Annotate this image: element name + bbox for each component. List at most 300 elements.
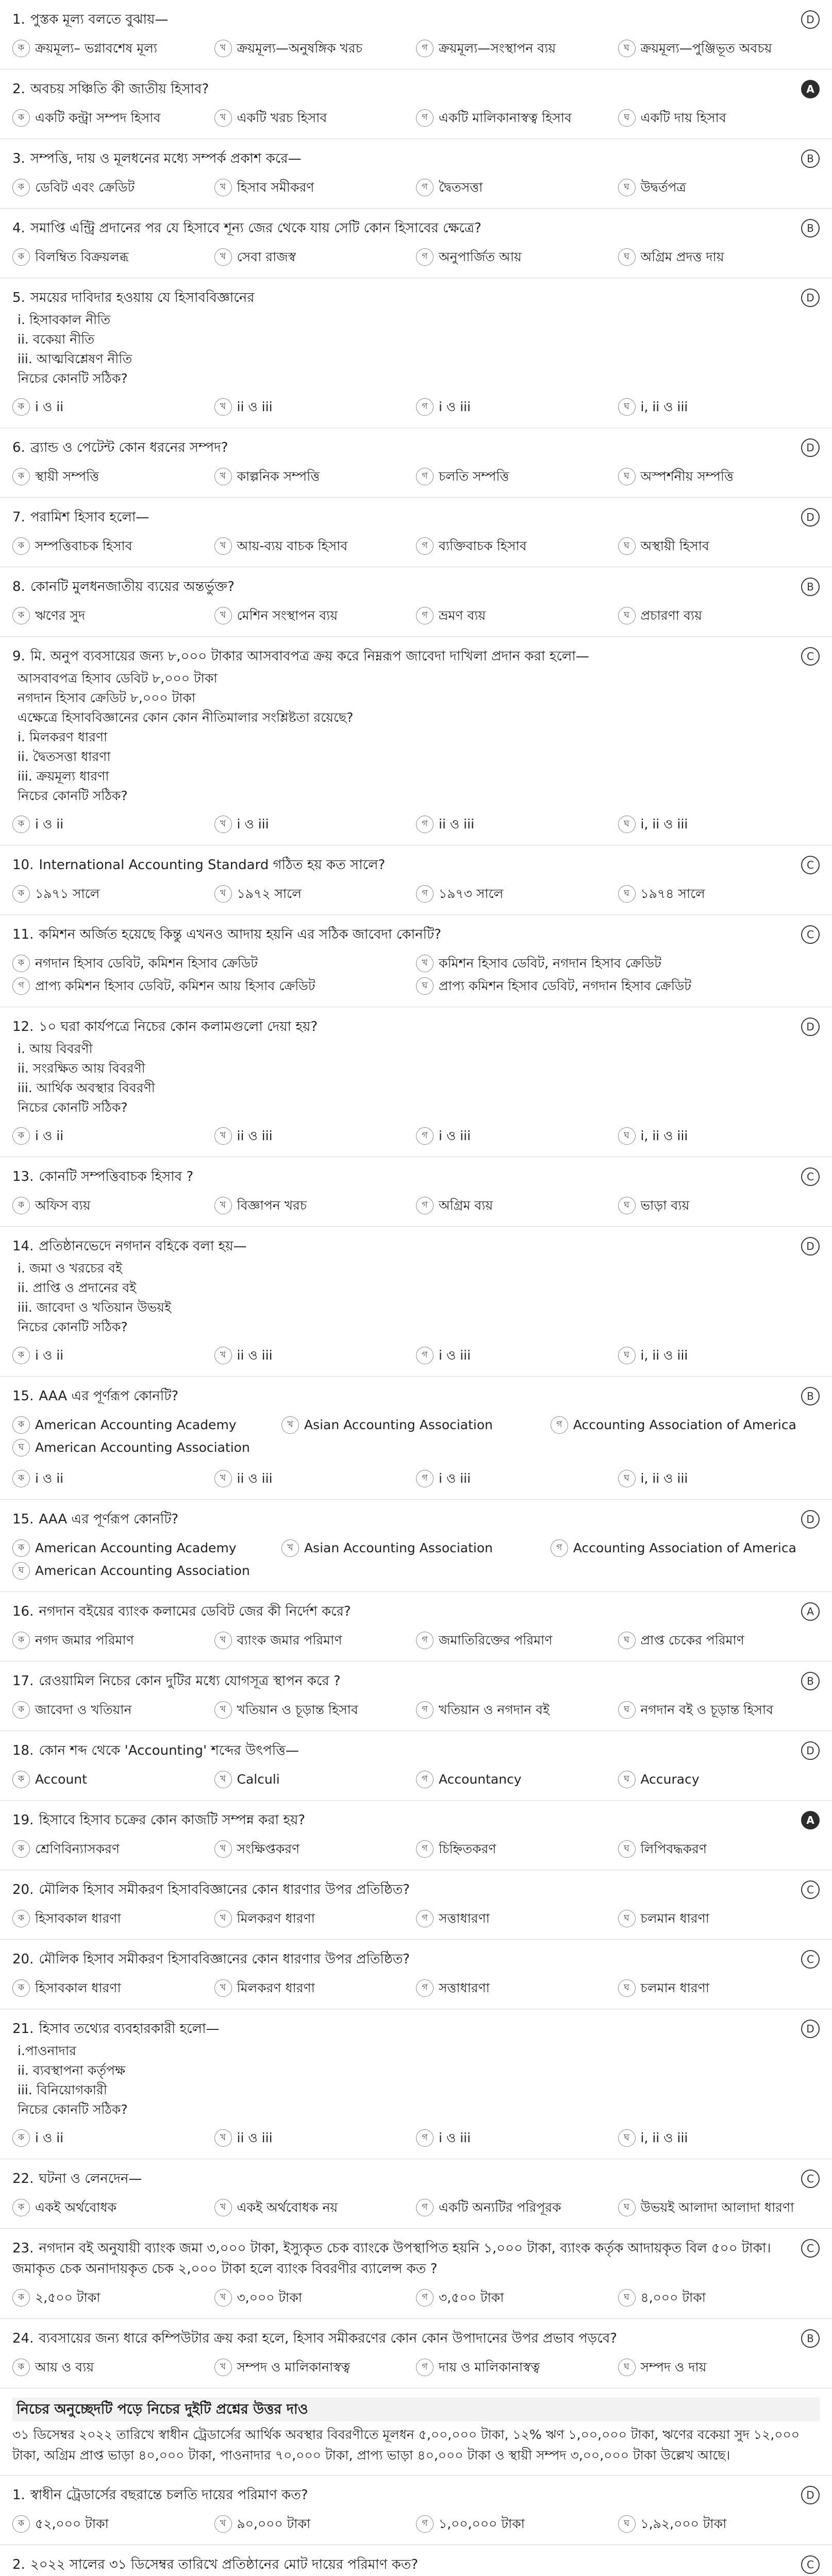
answer-badge: B bbox=[801, 219, 820, 238]
question-header bbox=[12, 1671, 820, 1691]
question-text: সম্পত্তি, দায় ও মূলধনের মধ্যে সম্পর্ক প্রকাশ করে— bbox=[30, 151, 302, 166]
option-item[interactable] bbox=[12, 2287, 214, 2308]
option-item[interactable] bbox=[416, 466, 618, 487]
option-text: American Accounting Association bbox=[35, 1440, 250, 1455]
question-item bbox=[0, 637, 832, 845]
option-letter-icon: ক bbox=[12, 2199, 30, 2216]
option-letter-icon: গ bbox=[416, 2359, 434, 2376]
option-text: i ও iii bbox=[439, 399, 471, 414]
option-text: জাবেদা ও খতিয়ান bbox=[35, 1702, 132, 1717]
option-text: উদ্বর্তপত্র bbox=[640, 180, 686, 195]
question-item bbox=[0, 1007, 832, 1157]
question-text: AAA এর পূর্ণরূপ কোনটি? bbox=[39, 1512, 179, 1527]
option-item[interactable] bbox=[618, 2357, 820, 2378]
option-letter-icon: খ bbox=[214, 1771, 232, 1788]
statement-line: iii. জাবেদা ও খতিয়ান উভয়ই bbox=[18, 1300, 171, 1315]
option-text: i ও iii bbox=[439, 1128, 471, 1143]
option-letter-icon: ঘ bbox=[618, 1771, 636, 1788]
question-text-block bbox=[12, 1386, 801, 1406]
answer-badge: B bbox=[801, 2329, 820, 2348]
option-letter-icon: ক bbox=[12, 468, 30, 485]
option-item[interactable] bbox=[416, 1700, 618, 1720]
question-text: হিসাব তথ্যের ব্যবহারকারী হলো— bbox=[39, 2021, 220, 2037]
options-row bbox=[12, 1908, 820, 1931]
answer-badge: C bbox=[801, 856, 820, 874]
question-text: কোন শব্দ থেকে 'Accounting' শব্দের উৎপত্তি— bbox=[39, 1743, 299, 1758]
question-number: 4. bbox=[12, 221, 25, 236]
question-text: পরামিশ হিসাব হলো— bbox=[30, 510, 149, 525]
option-letter-icon: ক bbox=[12, 2129, 30, 2147]
question-statements bbox=[18, 1039, 793, 1117]
option-letter-icon: গ bbox=[551, 1539, 568, 1557]
option-item[interactable] bbox=[214, 884, 417, 904]
option-item[interactable] bbox=[416, 2514, 618, 2534]
statement-line: iii. আত্মবিশ্লেষণ নীতি bbox=[18, 351, 132, 366]
option-item[interactable] bbox=[416, 1468, 618, 1489]
option-letter-icon: গ bbox=[416, 109, 434, 127]
option-text: হিসাবকাল ধারণা bbox=[35, 1911, 121, 1926]
option-item[interactable] bbox=[618, 466, 820, 487]
question-header bbox=[12, 2019, 820, 2120]
option-letter-icon: খ bbox=[214, 179, 232, 196]
option-text: মিলকরণ ধারণা bbox=[237, 1911, 315, 1926]
answer-badge: C bbox=[801, 1880, 820, 1899]
option-item[interactable] bbox=[12, 247, 214, 267]
option-item[interactable] bbox=[618, 2514, 820, 2534]
option-item[interactable] bbox=[618, 1908, 820, 1929]
question-number: 21. bbox=[12, 2021, 34, 2037]
option-item[interactable] bbox=[12, 2197, 214, 2218]
option-item[interactable] bbox=[416, 1978, 618, 1998]
option-item[interactable] bbox=[416, 884, 618, 904]
option-letter-icon: ঘ bbox=[618, 40, 636, 57]
question-text: স্বাধীন ট্রেডার্সের বছরান্তে চলতি দায়ের পরিমাণ কত? bbox=[30, 2487, 308, 2503]
option-text: ভ্রমণ ব্যয় bbox=[439, 608, 486, 623]
question-number: 23. bbox=[12, 2241, 34, 2256]
option-text: i ও ii bbox=[35, 1348, 64, 1363]
option-item[interactable] bbox=[12, 1700, 214, 1720]
option-item[interactable] bbox=[214, 1468, 417, 1489]
option-item[interactable] bbox=[214, 2514, 417, 2534]
option-item[interactable] bbox=[618, 2197, 820, 2218]
option-text: চলমান ধারণা bbox=[640, 1980, 709, 1995]
question-text: সময়ের দাবিদার হওয়ায় যে হিসাববিজ্ঞানের bbox=[30, 290, 255, 306]
option-text: একটি খরচ হিসাব bbox=[237, 110, 327, 125]
option-item[interactable] bbox=[214, 814, 417, 835]
option-item[interactable] bbox=[618, 1978, 820, 1998]
option-text: ১,৯২,০০০ টাকা bbox=[640, 2516, 727, 2531]
option-item[interactable] bbox=[416, 108, 618, 128]
question-number: 24. bbox=[12, 2331, 34, 2346]
option-item[interactable] bbox=[618, 397, 820, 417]
option-item[interactable] bbox=[618, 1195, 820, 1216]
option-item[interactable] bbox=[618, 177, 820, 198]
option-letter-icon: গ bbox=[416, 2199, 434, 2216]
option-letter-icon: গ bbox=[416, 816, 434, 833]
question-item bbox=[0, 498, 832, 567]
option-item[interactable] bbox=[618, 38, 820, 59]
option-item[interactable] bbox=[12, 1468, 214, 1489]
option-item[interactable] bbox=[618, 2128, 820, 2148]
question-item bbox=[0, 0, 832, 70]
option-item[interactable] bbox=[618, 814, 820, 835]
answer-badge: C bbox=[801, 647, 820, 666]
option-letter-icon: ঘ bbox=[618, 109, 636, 127]
answer-badge: D bbox=[801, 1237, 820, 1256]
question-text: মি. অনুপ ব্যবসায়ের জন্য ৮,০০০ টাকার আসবাবপত্র ক্রয় করে নিম্নরূপ জাবেদা দাখিলা প্রদান করা হলো— bbox=[30, 649, 589, 664]
option-letter-icon: ক bbox=[12, 1197, 30, 1214]
statement-line: ii. প্রাপ্তি ও প্রদানের বই bbox=[18, 1280, 137, 1295]
question-item bbox=[0, 70, 832, 139]
option-text: অগ্রিম প্রদত্ত দায় bbox=[640, 249, 724, 264]
question-number: 2. bbox=[12, 2557, 25, 2572]
option-text: American Accounting Association bbox=[35, 1563, 250, 1578]
answer-badge: A bbox=[801, 1602, 820, 1621]
option-letter-icon: গ bbox=[416, 1771, 434, 1788]
option-text: ক্রয়মূল্য—সংস্থাপন ব্যয় bbox=[439, 41, 556, 56]
option-text: হিসাব সমীকরণ bbox=[237, 180, 314, 195]
option-item[interactable] bbox=[214, 2357, 417, 2378]
option-item[interactable] bbox=[214, 247, 417, 267]
question-number: 22. bbox=[12, 2171, 34, 2187]
question-header bbox=[12, 2554, 820, 2575]
option-letter-icon: ক bbox=[12, 816, 30, 833]
statement-line: আসবাবপত্র হিসাব ডেবিট ৮,০০০ টাকা bbox=[18, 671, 218, 686]
answer-badge: B bbox=[801, 578, 820, 596]
question-text-block bbox=[12, 1671, 801, 1691]
option-item[interactable] bbox=[12, 976, 416, 996]
option-item[interactable] bbox=[12, 884, 214, 904]
option-text: কমিশন হিসাব ডেবিট, নগদান হিসাব ক্রেডিট bbox=[439, 956, 661, 971]
statement-line: i.পাওনাদার bbox=[18, 2043, 76, 2058]
option-item[interactable] bbox=[281, 1415, 551, 1435]
option-letter-icon: খ bbox=[416, 955, 434, 972]
question-number: 2. bbox=[12, 81, 25, 97]
option-item[interactable] bbox=[12, 1415, 281, 1435]
option-text: Asian Accounting Association bbox=[304, 1417, 493, 1432]
option-text: খতিয়ান ও নগদান বই bbox=[439, 1702, 550, 1717]
question-text-block bbox=[12, 148, 801, 169]
option-text: Accuracy bbox=[640, 1772, 700, 1787]
option-item[interactable] bbox=[416, 397, 618, 417]
option-letter-icon: ঘ bbox=[618, 1632, 636, 1649]
option-item[interactable] bbox=[416, 1195, 618, 1216]
option-item[interactable] bbox=[12, 1630, 214, 1651]
option-item[interactable] bbox=[618, 1769, 820, 1790]
question-header bbox=[12, 2328, 820, 2349]
option-item[interactable] bbox=[416, 38, 618, 59]
option-item[interactable] bbox=[214, 1700, 417, 1720]
option-letter-icon: ক bbox=[12, 2359, 30, 2376]
option-item[interactable] bbox=[12, 1908, 214, 1929]
question-number: 6. bbox=[12, 440, 25, 455]
question-text: নগদান বইয়ের ব্যাংক কলামের ডেবিট জের কী নির্দেশ করে? bbox=[39, 1604, 351, 1619]
question-item bbox=[0, 209, 832, 278]
option-text: i, ii ও iii bbox=[640, 1471, 688, 1486]
option-text: ১,০০,০০০ টাকা bbox=[439, 2516, 525, 2531]
question-header bbox=[12, 924, 820, 945]
question-header bbox=[12, 218, 820, 239]
option-text: নগদান বই ও চূড়ান্ত হিসাব bbox=[640, 1702, 774, 1717]
question-item bbox=[0, 1801, 832, 1870]
answer-badge: C bbox=[801, 2170, 820, 2188]
option-item[interactable] bbox=[12, 466, 214, 487]
option-text: একটি মালিকানাস্বত্ব হিসাব bbox=[439, 110, 572, 125]
option-item[interactable] bbox=[618, 1700, 820, 1720]
option-letter-icon: খ bbox=[214, 2199, 232, 2216]
option-item[interactable] bbox=[12, 177, 214, 198]
option-item[interactable] bbox=[416, 2128, 618, 2148]
option-item[interactable] bbox=[618, 536, 820, 556]
option-item[interactable] bbox=[416, 2197, 618, 2218]
option-letter-icon: খ bbox=[214, 109, 232, 127]
option-item[interactable] bbox=[12, 2128, 214, 2148]
question-item bbox=[0, 915, 832, 1007]
options-row bbox=[12, 2357, 820, 2380]
statement-line: নিচের কোনটি সঠিক? bbox=[18, 371, 128, 386]
question-statements bbox=[18, 1259, 793, 1337]
options-row bbox=[12, 177, 820, 200]
question-statements bbox=[18, 669, 793, 806]
answer-badge: C bbox=[801, 2239, 820, 2258]
option-item[interactable] bbox=[214, 1195, 417, 1216]
option-item[interactable] bbox=[416, 2287, 618, 2308]
option-text: দ্বৈতসত্তা bbox=[439, 180, 483, 195]
answer-badge: D bbox=[801, 289, 820, 307]
options-row bbox=[12, 1538, 820, 1583]
question-header bbox=[12, 2238, 820, 2279]
option-item[interactable] bbox=[416, 1126, 618, 1146]
question-text-block bbox=[12, 2168, 801, 2189]
option-text: খতিয়ান ও চূড়ান্ত হিসাব bbox=[237, 1702, 358, 1717]
option-item[interactable] bbox=[12, 38, 214, 59]
option-text: i ও iii bbox=[439, 2130, 471, 2145]
option-item[interactable] bbox=[214, 1769, 417, 1790]
option-item[interactable] bbox=[416, 2357, 618, 2378]
question-item bbox=[0, 1592, 832, 1662]
option-text: ২,৫০০ টাকা bbox=[35, 2290, 101, 2305]
option-item[interactable] bbox=[416, 1345, 618, 1366]
option-letter-icon: ঘ bbox=[618, 1347, 636, 1364]
option-text: American Accounting Academy bbox=[35, 1417, 237, 1432]
statement-line: ii. বকেয়া নীতি bbox=[18, 332, 95, 347]
option-text: i ও iii bbox=[439, 1471, 471, 1486]
options-row bbox=[12, 1978, 820, 2001]
statement-line: নিচের কোনটি সঠিক? bbox=[18, 2102, 128, 2117]
option-item[interactable] bbox=[618, 1468, 820, 1489]
option-item[interactable] bbox=[618, 2287, 820, 2308]
question-text-block bbox=[12, 218, 801, 239]
option-text: ক্রয়মূল্য– ভগ্নাবশেষ মূল্য bbox=[35, 41, 157, 56]
option-item[interactable] bbox=[12, 1538, 281, 1558]
option-item[interactable] bbox=[416, 814, 618, 835]
option-item[interactable] bbox=[12, 1195, 214, 1216]
option-letter-icon: ক bbox=[12, 885, 30, 903]
question-number: 3. bbox=[12, 151, 25, 166]
option-letter-icon: গ bbox=[416, 179, 434, 196]
option-item[interactable] bbox=[12, 1561, 281, 1581]
option-item[interactable] bbox=[214, 605, 417, 626]
option-text: সম্পদ ও মালিকানাস্বত্ব bbox=[237, 2360, 351, 2375]
question-item bbox=[0, 428, 832, 498]
option-item[interactable] bbox=[12, 2357, 214, 2378]
answer-badge: D bbox=[801, 1741, 820, 1760]
option-item[interactable] bbox=[214, 177, 417, 198]
option-letter-icon: ঘ bbox=[618, 1127, 636, 1145]
option-text: ৩,৫০০ টাকা bbox=[439, 2290, 504, 2305]
option-item[interactable] bbox=[551, 1415, 820, 1435]
option-item[interactable] bbox=[618, 1345, 820, 1366]
option-item[interactable] bbox=[214, 108, 417, 128]
question-text-block bbox=[12, 1236, 801, 1337]
option-item[interactable] bbox=[214, 1839, 417, 1859]
option-item[interactable] bbox=[214, 1978, 417, 1998]
option-letter-icon: ক bbox=[12, 955, 30, 972]
option-item[interactable] bbox=[416, 605, 618, 626]
option-item[interactable] bbox=[416, 1839, 618, 1859]
option-item[interactable] bbox=[214, 2287, 417, 2308]
option-item[interactable] bbox=[12, 1126, 214, 1146]
option-item[interactable] bbox=[12, 1839, 214, 1859]
option-letter-icon: ক bbox=[12, 1771, 30, 1788]
option-item[interactable] bbox=[12, 953, 416, 974]
option-item[interactable] bbox=[214, 397, 417, 417]
option-letter-icon: ঘ bbox=[618, 2515, 636, 2533]
statement-line: নিচের কোনটি সঠিক? bbox=[18, 1319, 128, 1334]
option-item[interactable] bbox=[618, 1839, 820, 1859]
question-number: 17. bbox=[12, 1673, 34, 1689]
option-letter-icon: ঘ bbox=[618, 1197, 636, 1214]
option-item[interactable] bbox=[416, 536, 618, 556]
passage-block bbox=[0, 2388, 832, 2476]
option-text: ক্রয়মূল্য—পুঞ্জিভূত অবচয় bbox=[640, 41, 772, 56]
question-number: 1. bbox=[12, 12, 25, 27]
question-item bbox=[0, 1500, 832, 1592]
question-text: International Accounting Standard গঠিত হয় কত সালে? bbox=[39, 857, 386, 873]
options-row bbox=[12, 1468, 820, 1491]
question-item bbox=[0, 2159, 832, 2229]
option-item[interactable] bbox=[12, 2514, 214, 2534]
option-letter-icon: খ bbox=[214, 816, 232, 833]
question-text-block bbox=[12, 855, 801, 875]
question-header bbox=[12, 1386, 820, 1406]
option-item[interactable] bbox=[214, 1908, 417, 1929]
option-letter-icon: গ bbox=[416, 2515, 434, 2533]
option-item[interactable] bbox=[12, 1345, 214, 1366]
options-row bbox=[12, 1839, 820, 1861]
option-item[interactable] bbox=[416, 1630, 618, 1651]
question-text-block bbox=[12, 287, 801, 388]
question-header bbox=[12, 1601, 820, 1622]
question-text: অবচয় সঞ্চিতি কী জাতীয় হিসাব? bbox=[30, 81, 209, 97]
option-item[interactable] bbox=[12, 1437, 281, 1458]
option-item[interactable] bbox=[618, 108, 820, 128]
question-text-block bbox=[12, 924, 801, 945]
option-item[interactable] bbox=[214, 2128, 417, 2148]
option-item[interactable] bbox=[214, 536, 417, 556]
question-text: মৌলিক হিসাব সমীকরণ হিসাববিজ্ঞানের কোন ধারণার উপর প্রতিষ্ঠিত? bbox=[39, 1882, 410, 1897]
option-text: ব্যক্তিবাচক হিসাব bbox=[439, 538, 527, 553]
option-item[interactable] bbox=[214, 466, 417, 487]
option-item[interactable] bbox=[12, 1769, 214, 1790]
option-item[interactable] bbox=[12, 814, 214, 835]
option-item[interactable] bbox=[214, 2197, 417, 2218]
option-text: একটি অন্যটির পরিপূরক bbox=[439, 2200, 561, 2215]
option-text: ii ও iii bbox=[439, 817, 475, 832]
option-item[interactable] bbox=[416, 1908, 618, 1929]
option-item[interactable] bbox=[214, 38, 417, 59]
option-text: চলতি সম্পত্তি bbox=[439, 469, 509, 484]
option-letter-icon: ঘ bbox=[618, 2199, 636, 2216]
option-text: ভাড়া ব্যয় bbox=[640, 1198, 690, 1213]
option-text: Asian Accounting Association bbox=[304, 1540, 493, 1555]
question-text: ঘটনা ও লেনদেন— bbox=[39, 2171, 142, 2187]
option-letter-icon: ঘ bbox=[618, 398, 636, 416]
option-letter-icon: খ bbox=[281, 1416, 299, 1434]
option-text: ৩,০০০ টাকা bbox=[237, 2290, 303, 2305]
option-item[interactable] bbox=[416, 177, 618, 198]
option-item[interactable] bbox=[12, 605, 214, 626]
option-text: ঋণের সুদ bbox=[35, 608, 86, 623]
option-letter-icon: গ bbox=[416, 248, 434, 266]
option-letter-icon: ক bbox=[12, 1910, 30, 1927]
option-item[interactable] bbox=[12, 1978, 214, 1998]
options-row bbox=[12, 884, 820, 906]
option-text: দায় ও মালিকানাস্বত্ব bbox=[439, 2360, 540, 2375]
question-header bbox=[12, 1166, 820, 1187]
option-item[interactable] bbox=[618, 605, 820, 626]
option-item[interactable] bbox=[618, 884, 820, 904]
option-item[interactable] bbox=[281, 1538, 551, 1558]
answer-badge: A bbox=[801, 80, 820, 98]
option-item[interactable] bbox=[214, 1630, 417, 1651]
option-item[interactable] bbox=[214, 1345, 417, 1366]
option-item[interactable] bbox=[214, 1126, 417, 1146]
question-number: 15. bbox=[12, 1512, 34, 1527]
option-text: কাল্পনিক সম্পত্তি bbox=[237, 469, 320, 484]
option-item[interactable] bbox=[618, 247, 820, 267]
option-item[interactable] bbox=[416, 1769, 618, 1790]
option-text: সংক্ষিপ্তকরণ bbox=[237, 1841, 300, 1856]
question-header bbox=[12, 2168, 820, 2189]
question-number: 8. bbox=[12, 579, 25, 595]
option-letter-icon: খ bbox=[214, 468, 232, 485]
option-letter-icon: গ bbox=[416, 885, 434, 903]
option-item[interactable] bbox=[618, 1630, 820, 1651]
option-item[interactable] bbox=[12, 108, 214, 128]
options-row bbox=[12, 466, 820, 489]
option-text: চিহ্নিতকরণ bbox=[439, 1841, 496, 1856]
statement-line: iii. আর্থিক অবস্থার বিবরণী bbox=[18, 1080, 155, 1095]
option-item[interactable] bbox=[12, 397, 214, 417]
question-number: 11. bbox=[12, 927, 34, 942]
option-letter-icon: ক bbox=[12, 1632, 30, 1649]
option-item[interactable] bbox=[416, 953, 820, 974]
option-item[interactable] bbox=[12, 536, 214, 556]
option-letter-icon: ক bbox=[12, 398, 30, 416]
option-item[interactable] bbox=[618, 1126, 820, 1146]
option-text: Calculi bbox=[237, 1772, 280, 1787]
question-text: ব্র্যান্ড ও পেটেন্ট কোন ধরনের সম্পদ? bbox=[30, 440, 228, 455]
option-letter-icon: ঘ bbox=[618, 1470, 636, 1487]
question-item bbox=[0, 845, 832, 915]
option-letter-icon: ক bbox=[12, 179, 30, 196]
option-item[interactable] bbox=[416, 976, 820, 996]
option-text: নগদ জমার পরিমাণ bbox=[35, 1633, 134, 1648]
option-item[interactable] bbox=[416, 247, 618, 267]
option-letter-icon: ক bbox=[12, 1701, 30, 1719]
option-item[interactable] bbox=[551, 1538, 820, 1558]
